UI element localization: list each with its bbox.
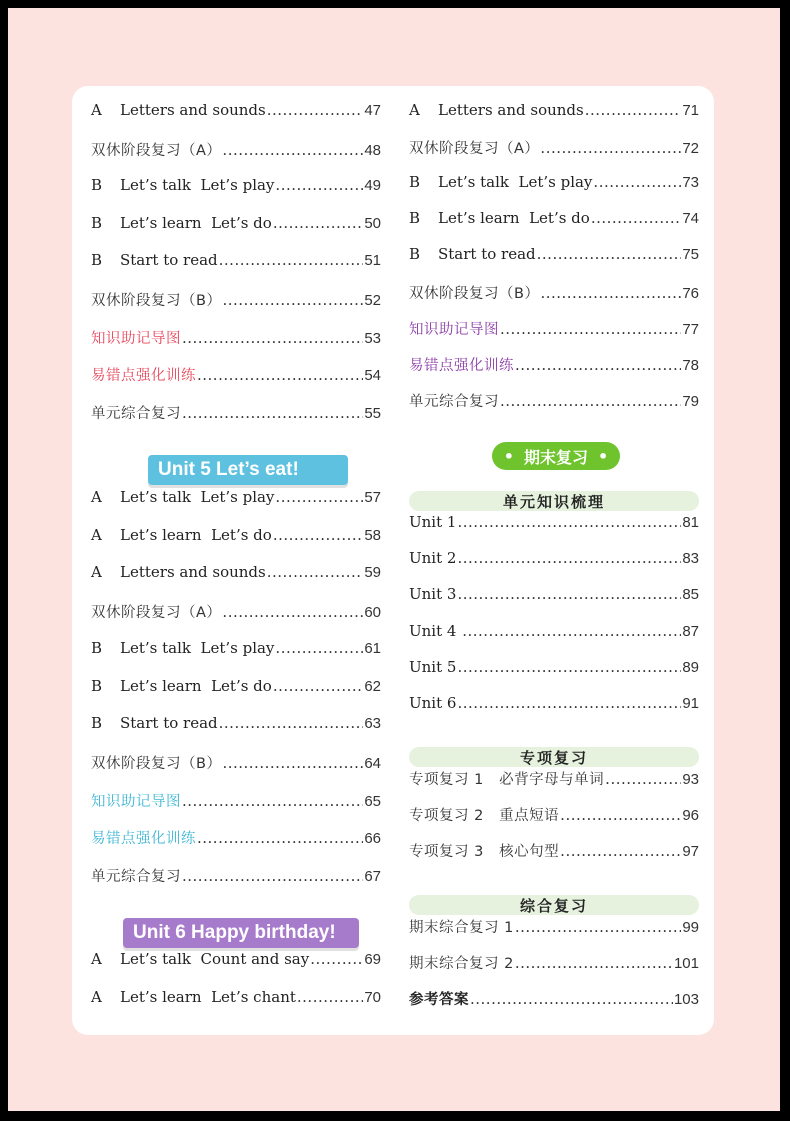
toc-entry[interactable] [91, 214, 381, 238]
dot-leader [457, 549, 681, 567]
toc-entry-prefix: A [91, 101, 102, 119]
toc-entry-page: 73 [682, 174, 699, 192]
toc-entry-prefix: B [409, 245, 421, 264]
dot-leader [297, 988, 363, 1006]
toc-entry-page: 76 [682, 284, 699, 302]
toc-entry-page: 49 [364, 177, 381, 195]
toc-card [72, 86, 714, 1035]
toc-entry[interactable] [91, 790, 381, 814]
toc-entry-title: 易错点强化训练 [91, 368, 196, 385]
toc-entry-title: 单元综合复习 [409, 393, 499, 410]
toc-entry-prefix: A [91, 563, 102, 582]
toc-entry-title: Unit 4 [409, 621, 462, 640]
toc-entry[interactable] [409, 245, 699, 269]
dot-leader [310, 950, 363, 968]
toc-entry-prefix: B [91, 213, 103, 232]
dot-leader [182, 867, 363, 885]
dot-leader [457, 658, 681, 676]
toc-entry[interactable] [409, 840, 699, 864]
unit5-banner [148, 455, 348, 485]
toc-entry-page: 54 [364, 367, 381, 385]
dot-leader [182, 329, 363, 347]
toc-entry-title: Let’s learn Let’s do [120, 213, 272, 232]
dot-leader [593, 173, 681, 191]
toc-entry-page: 79 [682, 392, 699, 410]
toc-entry-page: 75 [682, 246, 699, 264]
dot-leader [273, 214, 363, 232]
toc-entry-title: 知识助记导图 [91, 793, 181, 810]
toc-entry[interactable] [409, 101, 699, 125]
toc-entry[interactable] [91, 488, 381, 512]
toc-entry-page: 101 [673, 955, 699, 972]
toc-entry[interactable] [91, 526, 381, 550]
section-comprehensive-review-label: 综合复习 [519, 896, 588, 915]
section-special-review [409, 747, 699, 767]
toc-entry-prefix: A [91, 525, 102, 544]
toc-entry-title: 双休阶段复习（A） [409, 141, 540, 158]
toc-entry-page: 69 [364, 951, 381, 968]
dot-leader [222, 754, 363, 772]
toc-entry-title: 专项复习 1 必背字母与单词 [409, 772, 605, 788]
toc-entry-page: 83 [682, 550, 699, 568]
toc-entry[interactable] [91, 402, 381, 426]
dot-right: • [598, 446, 609, 466]
dot-leader [457, 513, 681, 531]
dot-leader [515, 954, 673, 972]
toc-entry[interactable] [409, 916, 699, 940]
toc-entry-page: 65 [364, 792, 381, 810]
toc-entry-title: Unit 5 [409, 657, 457, 676]
toc-entry-page: 89 [682, 658, 699, 676]
dot-leader [182, 404, 363, 422]
toc-entry-page: 51 [364, 252, 381, 270]
toc-entry-page: 48 [364, 141, 381, 159]
toc-entry-page: 78 [682, 356, 699, 374]
toc-entry-page: 57 [364, 489, 381, 506]
section-comprehensive-review [409, 895, 699, 915]
dot-leader [273, 677, 363, 695]
toc-entry[interactable] [409, 804, 699, 828]
toc-entry-page: 53 [364, 329, 381, 347]
page-background [8, 8, 780, 1111]
toc-entry[interactable] [409, 513, 699, 537]
dot-leader [267, 563, 364, 581]
toc-entry-title: Unit 6 [409, 694, 457, 712]
toc-entry-page: 87 [682, 622, 699, 640]
toc-entry-title: Let’s learn Let’s do [438, 209, 590, 228]
toc-entry-title: 双休阶段复习（B） [91, 755, 222, 772]
toc-entry-page: 70 [364, 989, 381, 1006]
unit5-title: Unit 5 Let’s eat! [158, 459, 299, 480]
dot-leader [182, 792, 363, 810]
dot-leader [500, 320, 681, 338]
toc-entry-prefix: A [91, 988, 102, 1006]
toc-entry-page: 58 [364, 526, 381, 544]
toc-entry-page: 66 [364, 830, 381, 848]
toc-entry-prefix: B [91, 638, 103, 657]
toc-entry[interactable] [91, 677, 381, 701]
toc-entry-title: Start to read [120, 714, 218, 733]
final-review-pill [492, 442, 620, 470]
toc-entry[interactable] [91, 988, 381, 1012]
toc-entry-page: 93 [682, 771, 699, 788]
toc-entry-title: Letters and sounds [120, 563, 266, 582]
toc-entry-title: 知识助记导图 [91, 330, 181, 347]
toc-entry-page: 81 [682, 514, 699, 531]
toc-entry-prefix: A [91, 950, 102, 968]
dot-leader [515, 356, 681, 374]
toc-entry[interactable] [91, 139, 381, 163]
dot-leader [219, 251, 364, 269]
dot-leader [515, 918, 681, 936]
toc-entry-prefix: B [91, 251, 103, 270]
toc-entry-prefix: B [91, 714, 103, 733]
dot-leader [585, 101, 682, 119]
toc-entry-prefix: B [409, 173, 421, 192]
toc-entry-title: Letters and sounds [120, 101, 266, 119]
toc-entry[interactable] [409, 988, 699, 1012]
dot-leader [591, 209, 681, 227]
toc-entry-page: 62 [364, 677, 381, 695]
toc-entry-title: 双休阶段复习（B） [409, 285, 540, 302]
toc-entry[interactable] [409, 390, 699, 414]
dot-leader [540, 284, 681, 302]
toc-entry[interactable] [409, 658, 699, 682]
toc-entry-prefix: B [91, 176, 103, 195]
toc-entry-page: 103 [673, 991, 699, 1008]
toc-entry[interactable] [409, 768, 699, 792]
toc-entry-title: Letters and sounds [438, 101, 584, 119]
toc-entry-title: 易错点强化训练 [91, 831, 196, 848]
toc-entry[interactable] [409, 354, 699, 378]
toc-entry-title: Let’s learn Let’s do [120, 525, 272, 544]
toc-entry-title: Let’s talk Count and say [120, 950, 310, 968]
toc-entry[interactable] [91, 364, 381, 388]
toc-entry-prefix: A [91, 488, 102, 506]
toc-entry-title: 期末综合复习 2 [409, 956, 514, 972]
toc-entry[interactable] [409, 209, 699, 233]
dot-leader [457, 694, 681, 712]
unit6-title: Unit 6 Happy birthday! [133, 922, 336, 943]
toc-entry[interactable] [409, 282, 699, 306]
toc-entry[interactable] [91, 865, 381, 889]
toc-entry[interactable] [409, 952, 699, 976]
toc-entry[interactable] [409, 318, 699, 342]
toc-entry-title: Let’s talk Let’s play [120, 176, 275, 195]
dot-leader [560, 842, 681, 860]
toc-entry-title: 双休阶段复习（A） [91, 605, 222, 622]
toc-entry-title: Start to read [120, 251, 218, 270]
toc-entry-page: 47 [364, 102, 381, 119]
toc-entry[interactable] [91, 563, 381, 587]
toc-entry-page: 61 [364, 639, 381, 657]
toc-entry-page: 71 [682, 102, 699, 119]
section-special-review-label: 专项复习 [519, 748, 588, 767]
toc-entry-title: 知识助记导图 [409, 321, 499, 338]
toc-entry-page: 64 [364, 754, 381, 772]
dot-leader [275, 639, 363, 657]
dot-leader [219, 714, 364, 732]
toc-entry-title: Unit 2 [409, 549, 457, 568]
toc-entry[interactable] [91, 950, 381, 974]
toc-entry-title: Let’s talk Let’s play [120, 638, 275, 657]
toc-entry-title: Start to read [438, 245, 536, 264]
dot-leader [457, 585, 681, 603]
toc-entry-prefix: B [409, 209, 421, 228]
toc-entry-title: Unit 1 [409, 513, 457, 531]
toc-entry-title: 单元综合复习 [91, 869, 181, 885]
toc-entry[interactable] [91, 752, 381, 776]
toc-entry-page: 63 [364, 715, 381, 733]
toc-entry[interactable] [91, 101, 381, 125]
toc-entry-page: 72 [682, 140, 699, 158]
toc-entry-title: 专项复习 3 核心句型 [409, 844, 560, 860]
toc-entry-title: Let’s talk Let’s play [438, 173, 593, 192]
dot-leader [540, 139, 681, 157]
final-review-title: 期末复习 [523, 447, 588, 467]
dot-leader [267, 101, 364, 119]
toc-entry-page: 52 [364, 292, 381, 309]
toc-entry[interactable] [409, 549, 699, 573]
toc-entry-page: 99 [682, 919, 699, 936]
toc-entry-title: 专项复习 2 重点短语 [409, 808, 560, 824]
toc-entry-title: 双休阶段复习（B） [91, 293, 222, 309]
toc-entry-title: Unit 3 [409, 585, 457, 604]
toc-entry-title: 单元综合复习 [91, 405, 181, 422]
toc-entry-page: 50 [364, 214, 381, 232]
toc-entry-prefix: A [409, 101, 420, 119]
toc-entry-title: 参考答案 [409, 992, 469, 1008]
toc-entry-title: Let’s talk Let’s play [120, 488, 275, 506]
dot-leader [222, 603, 363, 621]
toc-entry[interactable] [91, 601, 381, 625]
toc-entry-page: 60 [364, 604, 381, 622]
dot-left: • [503, 446, 514, 466]
dot-leader [500, 392, 681, 410]
toc-entry-page: 85 [682, 586, 699, 604]
section-unit-knowledge-label: 单元知识梳理 [502, 492, 605, 511]
dot-leader [222, 291, 363, 309]
toc-entry-page: 74 [682, 210, 699, 228]
toc-entry[interactable] [409, 694, 699, 718]
toc-entry[interactable] [91, 289, 381, 313]
dot-leader [273, 526, 363, 544]
toc-entry[interactable] [409, 137, 699, 161]
toc-entry-title: 双休阶段复习（A） [91, 142, 222, 159]
dot-leader [275, 488, 363, 506]
toc-entry-title: 期末综合复习 1 [409, 920, 514, 936]
toc-entry-page: 77 [682, 320, 699, 338]
section-unit-knowledge [409, 491, 699, 511]
dot-leader [470, 990, 673, 1008]
toc-entry[interactable] [91, 176, 381, 200]
dot-leader [560, 806, 681, 824]
toc-entry-page: 96 [682, 807, 699, 824]
toc-entry-page: 55 [364, 404, 381, 422]
toc-entry[interactable] [91, 327, 381, 351]
toc-entry-prefix: B [91, 676, 103, 695]
toc-entry-page: 97 [682, 843, 699, 860]
dot-leader [222, 141, 363, 159]
dot-leader [275, 176, 363, 194]
toc-entry-title: Let’s learn Let’s do [120, 676, 272, 695]
toc-entry-page: 67 [364, 868, 381, 885]
dot-leader [197, 366, 363, 384]
unit6-banner [123, 918, 359, 948]
toc-entry[interactable] [91, 827, 381, 851]
dot-leader [537, 245, 682, 263]
toc-entry[interactable] [91, 639, 381, 663]
toc-entry[interactable] [409, 585, 699, 609]
toc-entry[interactable] [409, 622, 699, 646]
toc-entry-page: 59 [364, 564, 381, 582]
toc-entry[interactable] [91, 714, 381, 738]
dot-leader [605, 770, 681, 788]
toc-entry[interactable] [409, 173, 699, 197]
dot-leader [462, 622, 681, 640]
toc-entry-title: Let’s learn Let’s chant [120, 988, 296, 1006]
toc-entry-title: 易错点强化训练 [409, 357, 514, 374]
toc-entry-page: 91 [682, 695, 699, 712]
dot-leader [197, 829, 363, 847]
toc-entry[interactable] [91, 251, 381, 275]
